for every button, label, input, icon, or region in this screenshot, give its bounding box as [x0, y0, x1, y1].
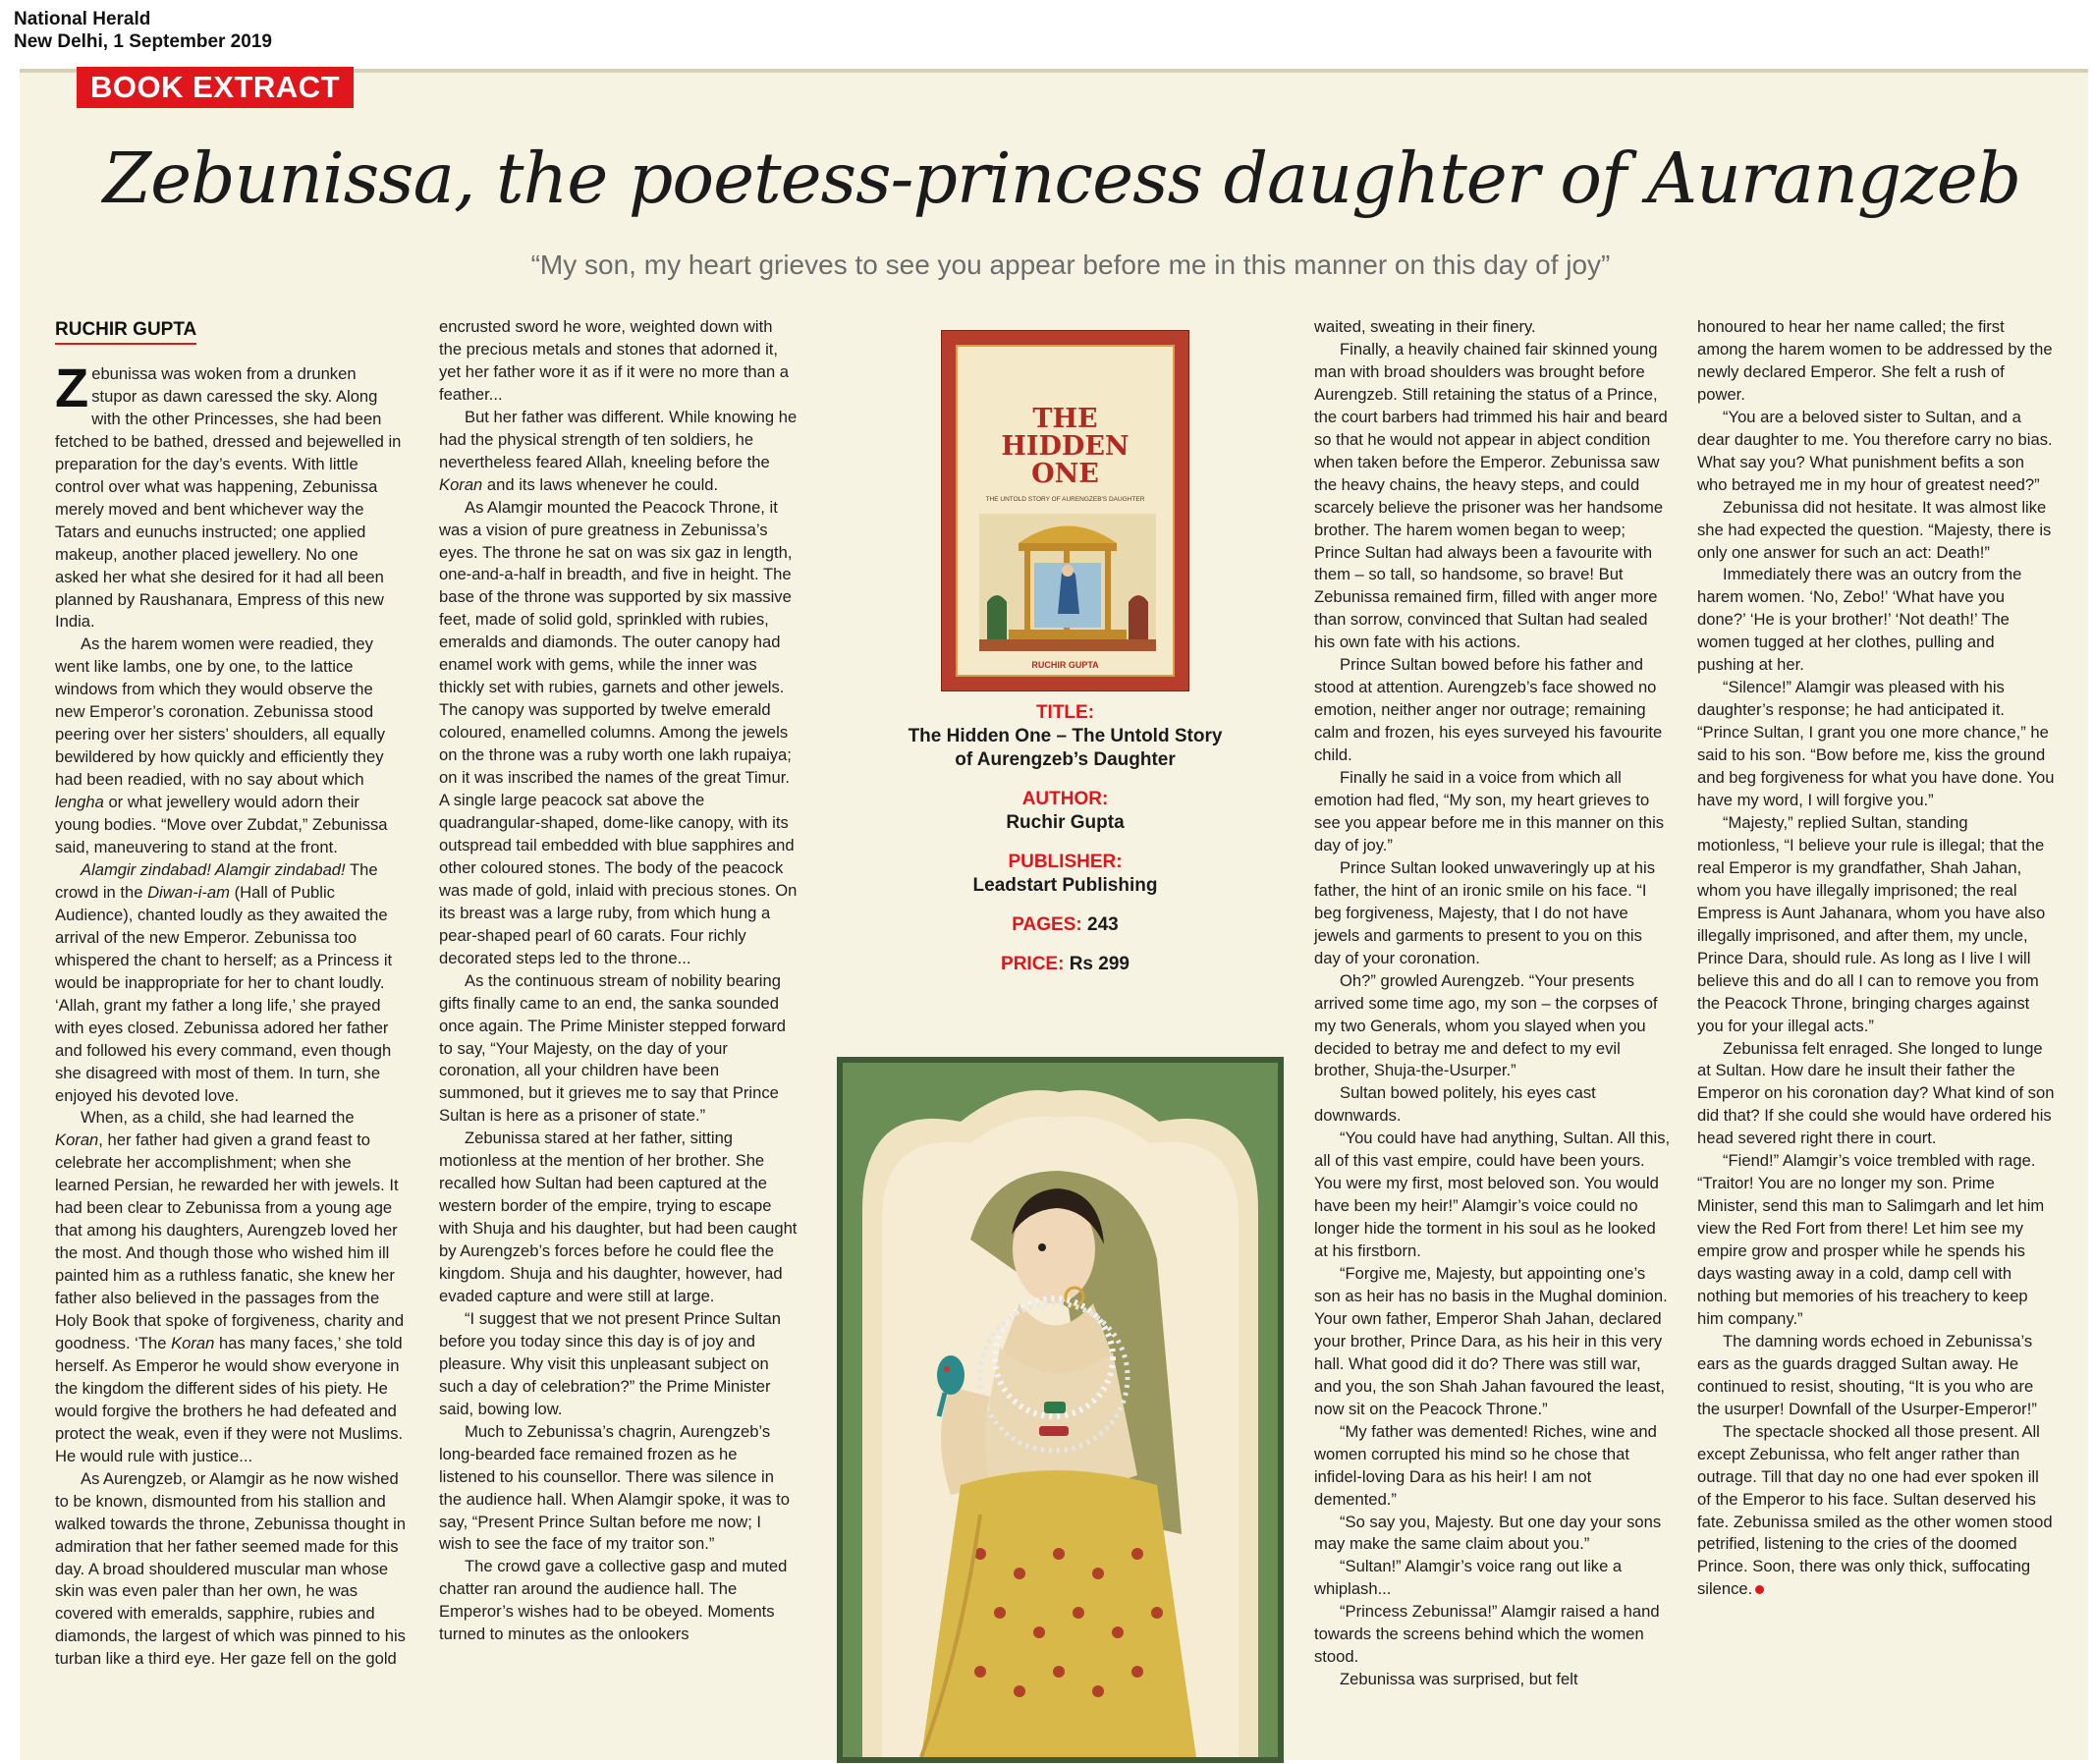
body-paragraph: Sultan bowed politely, his eyes cast downwards.	[1314, 1083, 1596, 1126]
body-paragraph: Much to Zebunissa’s chagrin, Aurengzeb’s long-bearded face remained frozen as he listened to his counsellor. There was silence in the audience hall. When Alamgir spoke, it was to say, “Present Prince Sultan before me now; I wish to see the face of my traitor son.”	[439, 1421, 790, 1554]
body-paragraph: “Princess Zebunissa!” Alamgir raised a hand towards the screens behind which the women stood.	[1314, 1602, 1660, 1667]
body-paragraph	[1697, 1421, 2055, 1602]
first-paragraph-text: ebunissa was woken from a drunken stupor as dawn caressed the sky. Along with the other Princesses, she had been fetched to be bathed, dressed and bejewelled in preparation for the day’s events. With little control over what was happening, Zebunissa merely moved and bent whichever way the Tatars and eunuchs instructed; one applied makeup, another placed jewellery. No one asked her what she desired for it had all been planned by Raushanara, Empress of this new India.	[55, 364, 402, 632]
book-info-box	[902, 701, 1229, 976]
book-cover-subtitle: THE UNTOLD STORY OF AURENGZEB'S DAUGHTER	[985, 496, 1145, 503]
book-cover-title-line: HIDDEN	[1001, 431, 1130, 462]
standfirst: “My son, my heart grieves to see you appear before me in this manner on this day of joy”	[530, 249, 1611, 280]
end-mark	[1755, 1585, 1764, 1594]
body-column-2	[439, 316, 798, 1646]
book-cover-title	[958, 406, 1173, 488]
body-paragraph: encrusted sword he wore, weighted down with the precious metals and stones that adorned it, yet her father wore it as if it were no more than a feather...	[439, 317, 790, 404]
body-column-5	[1697, 316, 2055, 1601]
dateline: New Delhi, 1 September 2019	[14, 31, 272, 52]
body-column-1	[55, 357, 406, 1671]
body-paragraph: Zebunissa stared at her father, sitting motionless at the mention of her brother. She recalled how Sultan had been captured at the western border of the empire, trying to escape with Shuja and his daughter, but had been caught by Aurengzeb’s forces before he could flee the kingdom. Shuja and his daughter, however, had evaded capture and were still at large.	[439, 1129, 798, 1305]
body-paragraph: The crowd gave a collective gasp and muted chatter ran around the audience hall. The Emperor’s wishes had to be obeyed. Moments turned to minutes as the onlookers	[439, 1557, 788, 1644]
body-paragraph: honoured to hear her name called; the first among the harem women to be addressed by the newly declared Emperor. She felt a rush of power.	[1697, 317, 2053, 404]
pages-row	[902, 913, 1229, 937]
publication-name: National Herald	[14, 9, 151, 29]
body-paragraph: “You could have had anything, Sultan. All this, all of this vast empire, could have been yours. You were my first, most beloved son. You would have been my heir!” Alamgir’s voice could no longer hide the torment in his soul as he looked at his firstborn.	[1314, 1129, 1671, 1261]
book-cover-image	[941, 330, 1189, 691]
body-paragraph: “My father was demented! Riches, wine and women corrupted his mind so he chose that infidel-loving Dara as his heir! I am not demented.”	[1314, 1421, 1657, 1509]
body-paragraph: “Fiend!” Alamgir’s voice trembled with rage. “Traitor! You are no longer my son. Prime Minister, send this man to Salimgarh and let him view the Red Fort from there! Let him see my empire grow and prosper while he spends his days wasting away in a cold, damp cell with nothing but memories of his treachery to keep him company.”	[1697, 1151, 2045, 1328]
body-paragraph: As Aurengzeb, or Alamgir as he now wished to be known, dismounted from his stallion and walked towards the throne, Zebunissa thought in admiration that her father seemed made for this day. A broad shouldered muscular man whose skin was even paler than her own, he was covered with emeralds, sapphire, rubies and diamonds, the largest of which was pinned to his turban like a third eye. Her gaze fell on the gold	[55, 1468, 406, 1669]
byline: RUCHIR GUPTA	[55, 318, 196, 345]
body-paragraph: The damning words echoed in Zebunissa’s ears as the guards dragged Sultan away. He continued to resist, shouting, “It is you who are the usurper! Downfall of the Usurper-Emperor!”	[1697, 1331, 2037, 1418]
price-label: PRICE:	[1001, 954, 1065, 974]
body-paragraph: “Silence!” Alamgir was pleased with his daughter’s response; he had anticipated it. “Prince Sultan, I grant you one more chance,” he said to his son. “Bow before me, kiss the ground and beg forgiveness for what you have done. You have my word, I will forgive you.”	[1697, 678, 2055, 810]
title-label: TITLE:	[1035, 702, 1095, 723]
last-paragraph-text: The spectacle shocked all those present. All except Zebunissa, who felt anger rather than outrage. Till that day no one had ever spoken ill of the Emperor to his face. Sultan deserved his fate. Zebunissa smiled as the other women stood petrified, listening to the cries of the doomed Prince. Soon, there was only thick, suffocating silence.	[1697, 1421, 2053, 1599]
body-column-4	[1314, 316, 1672, 1691]
body-paragraph: Oh?” growled Aurengzeb. “Your presents arrived some time ago, my son – the corpses of my two Generals, whom you slayed when you decided to betray me and defect to my evil brother, Shuja-the-Usurper.”	[1314, 970, 1658, 1080]
body-paragraph: Immediately there was an outcry from the harem women. ‘No, Zebo!’ ‘What have you done?’ ‘He is your brother!’ ‘Not death!’ The women tugged at her clothes, pulling and pushing at her.	[1697, 565, 2022, 675]
body-paragraph: Prince Sultan looked unwaveringly up at his father, the hint of an ironic smile on his face. “I beg forgiveness, Majesty, that I do not have jewels and garments to present to you on this day of your coronation.	[1314, 857, 1656, 967]
body-paragraph: “Forgive me, Majesty, but appointing one’s son as heir has no basis in the Mughal dominion. Your own father, Emperor Shah Jahan, declared your brother, Prince Dara, as his heir in this very hall. What good did it do? There was still war, and you, the son Shah Jahan favoured the least, now sit on the Peacock Throne.”	[1314, 1264, 1668, 1418]
body-paragraph: “I suggest that we not present Prince Sultan before you today since this day is of joy and pleasure. Why visit this unpleasant subject on such a day of celebration?” the Prime Minister said, bowing low.	[439, 1308, 781, 1418]
pages-label: PAGES:	[1012, 914, 1082, 935]
princess-with-parrot-illustration	[843, 1063, 1278, 1757]
body-paragraph: But her father was different. While knowing he had the physical strength of ten soldiers, he nevertheless feared Allah, kneeling before the Koran and its laws whenever he could.	[439, 407, 798, 494]
body-paragraph: Alamgir zindabad! Alamgir zindabad! The crowd in the Diwan-i-am (Hall of Public Audience), chanted loudly as they awaited the arrival of the new Emperor. Zebunissa too whispered the chant to herself; as a Princess it would be inappropriate for her to chant loudly. ‘Allah, grant my father a long life,’ she prayed with eyes closed. Zebunissa adored her father and followed his every command, even though she disagreed with most of them. In turn, she enjoyed his devoted love.	[55, 859, 393, 1105]
body-paragraph: Prince Sultan bowed before his father and stood at attention. Aurengzeb’s face showed no emotion, neither anger nor outrage; remaining calm and frozen, his eyes surveyed his favourite child.	[1314, 655, 1663, 765]
body-paragraph: As the harem women were readied, they went like lambs, one by one, to the lattice windows from which they would observe the new Emperor’s coronation. Zebunissa stood peering over her sisters’ shoulders, all equally bewildered by how quickly and efficiently they had been readied, with no say about which lengha or what jewellery would adorn their young bodies. “Move over Zubdat,” Zebunissa said, maneuvering to stand at the front.	[55, 634, 388, 857]
body-paragraph: When, as a child, she had learned the Koran, her father had given a grand feast to celebrate her accomplishment; when she learned Persian, he rewarded her with jewels. It had been clear to Zebunissa from a young age that among his daughters, Aurengzeb loved her the most. And though those who wished him ill painted him as a ruthless fanatic, she knew her father also believed in the passages from the Holy Book that spoke of forgiveness, charity and goodness. ‘The Koran has many faces,’ she told herself. As Emperor he would show everyone in the kingdom the different sides of his piety. He would forgive the brothers he had defeated and protect the weak, even if they were not Muslims. He would rule with justice...	[55, 1108, 405, 1465]
body-paragraph: Zebunissa did not hesitate. It was almost like she had expected the question. “Majesty, there is only one answer for such an act: Death!”	[1697, 497, 2052, 562]
pages-value: 243	[1081, 914, 1119, 935]
title-value: The Hidden One – The Untold Story of Aurengzeb’s Daughter	[908, 726, 1223, 770]
masthead	[14, 8, 272, 53]
body-paragraph: “Sultan!” Alamgir’s voice rang out like a whiplash...	[1314, 1557, 1623, 1599]
book-cover-author: RUCHIR GUPTA	[1031, 660, 1099, 670]
drop-cap: Z	[55, 357, 89, 418]
pavilion-illustration	[979, 514, 1156, 651]
body-paragraph	[55, 357, 406, 634]
body-paragraph: “So say you, Majesty. But one day your sons may make the same claim about you.”	[1314, 1512, 1662, 1554]
body-paragraph: Zebunissa was surprised, but felt	[1340, 1670, 1578, 1689]
headline: Zebunissa, the poetess-princess daughter of Aurangzeb	[102, 138, 2021, 219]
price-row	[902, 953, 1229, 976]
princess-portrait-painting	[837, 1057, 1284, 1763]
body-paragraph: As the continuous stream of nobility bearing gifts finally came to an end, the sanka sounded once again. The Prime Minister stepped forward to say, “Your Majesty, on the day of your coronation, all your children have been summoned, but it grieves me to say that Prince Sultan is here as a prisoner of state.”	[439, 970, 786, 1126]
body-paragraph: Zebunissa felt enraged. She longed to lunge at Sultan. How dare he insult their father the Emperor on his coronation day? What kind of son did that? If she could she would have ordered his head severed right there in court.	[1697, 1038, 2055, 1148]
book-cover-title-line: THE	[1032, 404, 1098, 434]
price-value: Rs 299	[1064, 954, 1130, 974]
book-cover-panel	[956, 345, 1175, 677]
body-paragraph: As Alamgir mounted the Peacock Throne, it was a vision of pure greatness in Zebunissa’s eyes. The throne he sat on was six gaz in length, one-and-a-half in breadth, and five in height. The base of the throne was supported by six massive feet, made of solid gold, sprinkled with rubies, emeralds and diamonds. The outer canopy had enamel work with gems, while the inner was thickly set with rubies, garnets and other jewels. The canopy was supported by twelve emerald coloured, enamelled columns. Among the jewels on the throne was a ruby worth one lakh rupaiya; on it was inscribed the names of the great Timur. A single large peacock sat above the quadrangular-shaped, dome-like canopy, with its outspread tail embedded with blue sapphires and other coloured stones. The body of the peacock was made of gold, inlaid with precious stones. On its breast was a large ruby, from which hung a pear-shaped pearl of 60 carats. Four richly decorated steps led to the throne...	[439, 497, 798, 967]
body-paragraph: Finally, a heavily chained fair skinned young man with broad shoulders was brought before Aurengzeb. Still retaining the status of a Prince, the court barbers had trimmed his hair and beard so that he would not appear in abject condition when taken before the Emperor. Zebunissa saw the heavy chains, the heavy steps, and could scarcely believe the prisoner was her handsome brother. The harem women began to weep; Prince Sultan had always been a favourite with them – so tall, so handsome, so brave! But Zebunissa remained firm, filled with anger more than sorrow, convinced that Sultan had sealed his own fate with his actions.	[1314, 339, 1668, 652]
publisher-label: PUBLISHER:	[1008, 852, 1123, 872]
author-label: AUTHOR:	[1021, 789, 1109, 809]
body-paragraph: “Majesty,” replied Sultan, standing motionless, “I believe your rule is illegal; that the real Emperor is my grandfather, Shah Jahan, whom you have illegally imprisoned; the real Empress is Aunt Jahanara, whom you have also illegally imprisoned, and after them, my uncle, Prince Dara, should rule. As long as I live I will believe this and do all I can to remove you from the Peacock Throne, bringing charges against you for your illegal acts.”	[1697, 812, 2046, 1035]
book-cover-title-line: ONE	[1031, 459, 1099, 489]
author-value: Ruchir Gupta	[1006, 812, 1125, 833]
body-paragraph: Finally he said in a voice from which all emotion had fled, “My son, my heart grieves to see you appear before me in this manner on this day of joy.”	[1314, 768, 1665, 854]
publisher-value: Leadstart Publishing	[972, 875, 1158, 896]
section-tag: BOOK EXTRACT	[77, 67, 354, 108]
body-paragraph: waited, sweating in their finery.	[1314, 317, 1536, 336]
body-paragraph: “You are a beloved sister to Sultan, and a dear daughter to me. You therefore carry no bias. What say you? What punishment befits a son who betrayed me in my hour of greatest need?”	[1697, 407, 2053, 494]
